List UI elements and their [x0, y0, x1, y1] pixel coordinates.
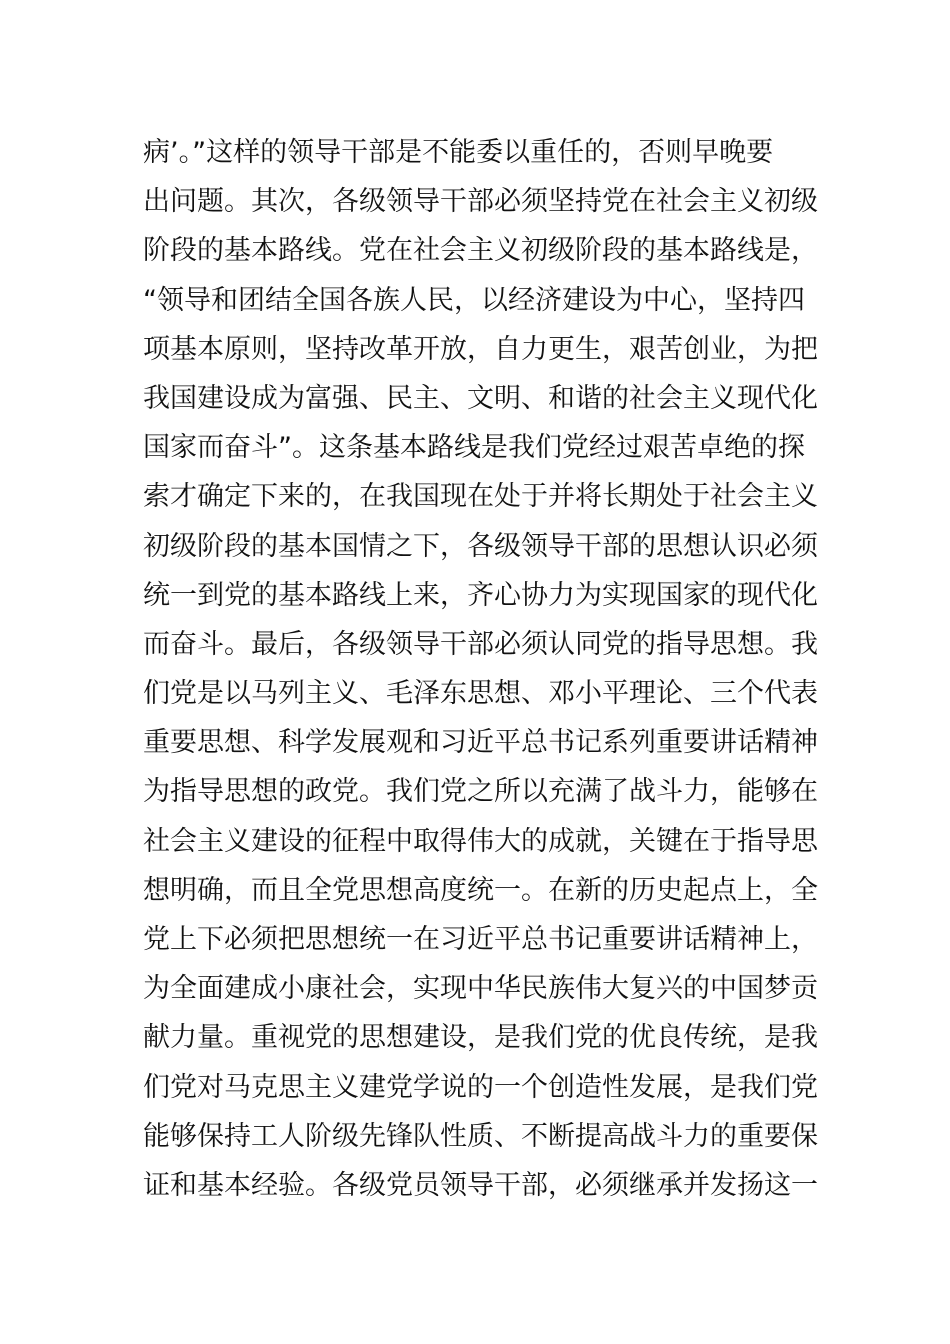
text-line: 党上下必须把思想统一在习近平总书记重要讲话精神上，: [143, 924, 818, 955]
text-line: 统一到党的基本路线上来，齐心协力为实现国家的现代化: [143, 579, 818, 611]
text-line: 病’。”这样的领导干部是不能委以重任的，否则早晚要: [143, 137, 774, 168]
body-text: [143, 128, 823, 1210]
text-line: 索才确定下来的，在我国现在处于并将长期处于社会主义: [143, 481, 818, 513]
text-line: 能够保持工人阶级先锋队性质、不断提高战斗力的重要保: [143, 1120, 818, 1152]
text-line: 出问题。其次，各级领导干部必须坚持党在社会主义初级: [143, 186, 818, 218]
text-line: 们党是以马列主义、毛泽东思想、邓小平理论、三个代表: [143, 678, 818, 710]
text-line: 初级阶段的基本国情之下，各级领导干部的思想认识必须: [143, 530, 818, 562]
text-line: 国家而奋斗”。这条基本路线是我们党经过艰苦卓绝的探: [143, 432, 805, 464]
text-line: 们党对马克思主义建党学说的一个创造性发展，是我们党: [143, 1071, 818, 1103]
text-line: “领导和团结全国各族人民，以经济建设为中心，坚持四: [143, 284, 805, 316]
text-line: 献力量。重视党的思想建设，是我们党的优良传统，是我: [143, 1022, 818, 1054]
text-line: 我国建设成为富强、民主、文明、和谐的社会主义现代化: [143, 382, 818, 414]
text-line: 阶段的基本路线。党在社会主义初级阶段的基本路线是，: [143, 235, 818, 267]
text-line: 社会主义建设的征程中取得伟大的成就，关键在于指导思: [143, 825, 818, 857]
text-line: 项基本原则，坚持改革开放，自力更生，艰苦创业，为把: [143, 333, 818, 365]
text-line: 为全面建成小康社会，实现中华民族伟大复兴的中国梦贡: [143, 973, 818, 1005]
text-line: 证和基本经验。各级党员领导干部，必须继承并发扬这一: [143, 1169, 818, 1201]
text-line: 想明确，而且全党思想高度统一。在新的历史起点上，全: [143, 874, 818, 906]
text-line: 重要思想、科学发展观和习近平总书记系列重要讲话精神: [143, 727, 818, 759]
text-line: 为指导思想的政党。我们党之所以充满了战斗力，能够在: [143, 776, 818, 808]
text-line: 而奋斗。最后，各级领导干部必须认同党的指导思想。我: [143, 628, 818, 660]
